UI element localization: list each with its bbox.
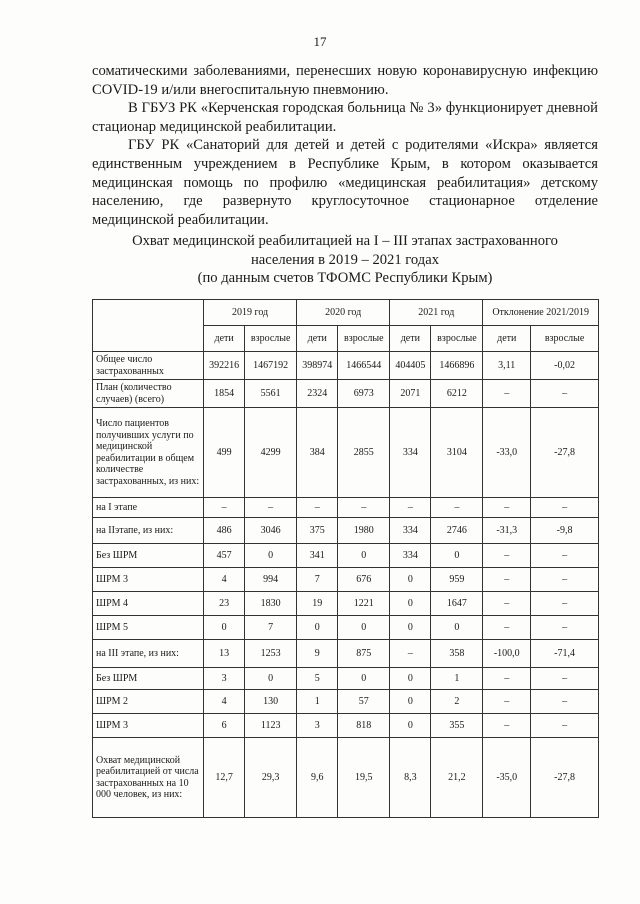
header-year-2020: 2020 год [297, 300, 390, 326]
table-row [93, 640, 599, 668]
table-cell: – [483, 668, 531, 690]
table-cell: 13 [204, 640, 245, 668]
row-label: на III этапе, из них: [93, 640, 204, 668]
row-label: на I этапе [93, 498, 204, 518]
table-cell: 1 [431, 668, 483, 690]
table-cell: 0 [390, 592, 431, 616]
table-cell: 1466896 [431, 352, 483, 380]
row-label: ШРМ 4 [93, 592, 204, 616]
table-cell: 334 [390, 518, 431, 544]
table-cell: 1647 [431, 592, 483, 616]
table-cell: – [531, 690, 599, 714]
table-cell: -33,0 [483, 408, 531, 498]
table-cell: 1830 [245, 592, 297, 616]
table-cell: 0 [390, 568, 431, 592]
table-cell: 1467192 [245, 352, 297, 380]
table-cell: 3 [204, 668, 245, 690]
table-row [93, 714, 599, 738]
table-cell: 486 [204, 518, 245, 544]
table-row [93, 616, 599, 640]
table-cell: – [531, 592, 599, 616]
table-cell: 994 [245, 568, 297, 592]
table-cell: 4299 [245, 408, 297, 498]
header-year-2019: 2019 год [204, 300, 297, 326]
table-cell: 7 [245, 616, 297, 640]
table-cell: 5561 [245, 380, 297, 408]
table-cell: 12,7 [204, 738, 245, 818]
table-cell: 6973 [338, 380, 390, 408]
table-cell: – [483, 690, 531, 714]
table-cell: 2855 [338, 408, 390, 498]
table-cell: – [390, 498, 431, 518]
table-cell: 2 [431, 690, 483, 714]
table-cell: 875 [338, 640, 390, 668]
table-cell: 404405 [390, 352, 431, 380]
table-cell: -71,4 [531, 640, 599, 668]
subheader-children: дети [297, 326, 338, 352]
table-row [93, 568, 599, 592]
table-cell: – [483, 616, 531, 640]
table-cell: 29,3 [245, 738, 297, 818]
table-cell: 375 [297, 518, 338, 544]
row-label: Число пациентов получивших услуги по медицинской реабилитации в общем количестве застрахованных, из них: [93, 408, 204, 498]
table-cell: – [531, 714, 599, 738]
table-cell: – [245, 498, 297, 518]
table-cell: 676 [338, 568, 390, 592]
subheader-adults: взрослые [338, 326, 390, 352]
header-label-cell [93, 300, 204, 352]
table-cell: – [483, 380, 531, 408]
table-cell: 334 [390, 408, 431, 498]
paragraph-2: В ГБУЗ РК «Керченская городская больница № 3» функционирует дневной стационар медицинской реабилитации. [92, 100, 598, 135]
table-cell: 3 [297, 714, 338, 738]
table-cell: 1 [297, 690, 338, 714]
table-cell: 499 [204, 408, 245, 498]
table-row [93, 592, 599, 616]
table-cell: 21,2 [431, 738, 483, 818]
table-cell: – [483, 568, 531, 592]
table-cell: 334 [390, 544, 431, 568]
page-number: 17 [313, 34, 327, 49]
table-row [93, 352, 599, 380]
table-cell: – [204, 498, 245, 518]
table-cell: 0 [431, 544, 483, 568]
table-cell: 959 [431, 568, 483, 592]
table-cell: – [483, 592, 531, 616]
table-row [93, 544, 599, 568]
table-cell: 457 [204, 544, 245, 568]
table-row [93, 408, 599, 498]
table-cell: 818 [338, 714, 390, 738]
table-cell: – [483, 498, 531, 518]
table-cell: 1221 [338, 592, 390, 616]
table-cell: – [483, 544, 531, 568]
table-cell: 3046 [245, 518, 297, 544]
subheader-children: дети [390, 326, 431, 352]
table-cell: – [531, 380, 599, 408]
table-cell: 23 [204, 592, 245, 616]
table-cell: 1980 [338, 518, 390, 544]
row-label: Охват медицинской реабилитацией от числа застрахованных на 10 000 человек, из них: [93, 738, 204, 818]
row-label: Без ШРМ [93, 668, 204, 690]
table-row [93, 668, 599, 690]
table-cell: 2071 [390, 380, 431, 408]
table-row [93, 498, 599, 518]
caption-line-1: Охват медицинской реабилитацией на I – III этапах застрахованного [132, 233, 558, 249]
table-cell: 4 [204, 568, 245, 592]
table-cell: 7 [297, 568, 338, 592]
table-cell: -9,8 [531, 518, 599, 544]
header-year-2021: 2021 год [390, 300, 483, 326]
row-label: Без ШРМ [93, 544, 204, 568]
table-cell: 0 [338, 616, 390, 640]
table-cell: -31,3 [483, 518, 531, 544]
table-row [93, 690, 599, 714]
row-label: ШРМ 3 [93, 714, 204, 738]
row-label: Общее число застрахованных [93, 352, 204, 380]
table-cell: – [531, 544, 599, 568]
subheader-adults: взрослые [531, 326, 599, 352]
table-row [93, 518, 599, 544]
table-caption [92, 232, 598, 288]
table-cell: 4 [204, 690, 245, 714]
table-cell: 0 [338, 544, 390, 568]
table-cell: 0 [390, 616, 431, 640]
table-cell: 9,6 [297, 738, 338, 818]
paragraph-3: ГБУ РК «Санаторий для детей и детей с родителями «Искра» является единственным учреждением в Республике Крым, в котором оказывается медицинская помощь по профилю «медицинская реабилитация» детскому населению, где развернуто круглосуточное стационарное отделение медицинской реабилитации. [92, 137, 598, 228]
table-cell: 355 [431, 714, 483, 738]
table-cell: – [531, 568, 599, 592]
table-cell: -100,0 [483, 640, 531, 668]
table-cell: -27,8 [531, 408, 599, 498]
table-cell: 1253 [245, 640, 297, 668]
table-cell: -0,02 [531, 352, 599, 380]
subheader-adults: взрослые [431, 326, 483, 352]
row-label: на IIэтапе, из них: [93, 518, 204, 544]
table-cell: 6212 [431, 380, 483, 408]
body-text [92, 62, 598, 229]
subheader-children: дети [483, 326, 531, 352]
table-cell: – [531, 616, 599, 640]
table-cell: 0 [431, 616, 483, 640]
table-cell: 0 [390, 714, 431, 738]
table-cell: – [483, 714, 531, 738]
table-cell: 392216 [204, 352, 245, 380]
table-row [93, 380, 599, 408]
caption-line-3: (по данным счетов ТФОМС Республики Крым) [197, 270, 493, 287]
table-cell: 0 [245, 544, 297, 568]
table-cell: 57 [338, 690, 390, 714]
table-cell: 0 [390, 668, 431, 690]
table-cell: 8,3 [390, 738, 431, 818]
table-cell: 384 [297, 408, 338, 498]
table-cell: 6 [204, 714, 245, 738]
table-cell: – [531, 498, 599, 518]
table-cell: 1123 [245, 714, 297, 738]
table-cell: – [531, 668, 599, 690]
table-cell: 358 [431, 640, 483, 668]
table-cell: -27,8 [531, 738, 599, 818]
table-cell: 1854 [204, 380, 245, 408]
table-cell: 0 [338, 668, 390, 690]
table-cell: – [431, 498, 483, 518]
table-cell: – [338, 498, 390, 518]
table-cell: – [297, 498, 338, 518]
table-row [93, 738, 599, 818]
table-cell: 2324 [297, 380, 338, 408]
subheader-adults: взрослые [245, 326, 297, 352]
header-deviation: Отклонение 2021/2019 [483, 300, 599, 326]
table-cell: 2746 [431, 518, 483, 544]
table-cell: -35,0 [483, 738, 531, 818]
table-cell: 19 [297, 592, 338, 616]
paragraph-1: соматическими заболеваниями, перенесших новую коронавирусную инфекцию COVID-19 и/или внегоспитальную пневмонию. [92, 63, 598, 98]
table-cell: 3,11 [483, 352, 531, 380]
table-cell: 5 [297, 668, 338, 690]
table-cell: 398974 [297, 352, 338, 380]
table-cell: 130 [245, 690, 297, 714]
row-label: План (количество случаев) (всего) [93, 380, 204, 408]
rehabilitation-table [92, 299, 599, 818]
table-cell: 1466544 [338, 352, 390, 380]
table-cell: 0 [204, 616, 245, 640]
table-cell: 0 [297, 616, 338, 640]
table-cell: 0 [245, 668, 297, 690]
table-cell: 0 [390, 690, 431, 714]
row-label: ШРМ 5 [93, 616, 204, 640]
table-cell: 3104 [431, 408, 483, 498]
caption-line-2: населения в 2019 – 2021 годах [250, 251, 439, 268]
subheader-children: дети [204, 326, 245, 352]
row-label: ШРМ 3 [93, 568, 204, 592]
row-label: ШРМ 2 [93, 690, 204, 714]
table-cell: 19,5 [338, 738, 390, 818]
table-cell: 341 [297, 544, 338, 568]
table-cell: – [390, 640, 431, 668]
table-cell: 9 [297, 640, 338, 668]
